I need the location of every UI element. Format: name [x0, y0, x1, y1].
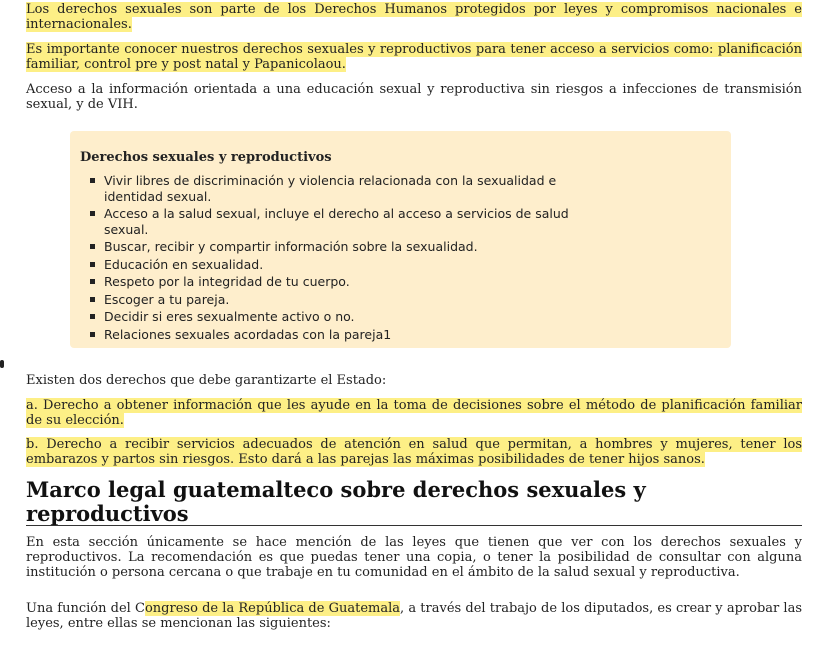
list-item: Decidir si eres sexualmente activo o no. — [104, 309, 614, 325]
highlighted-text: Los derechos sexuales son parte de los Derechos Humanos protegidos por leyes y compromisos nacionales e internacionales. — [26, 2, 802, 32]
section-paragraph-1: En esta sección únicamente se hace mención de las leyes que tienen que ver con los derechos sexuales y reproductivos. La recomendación es que puedas tener una copia, o tener la posibilidad de consultar con alguna institución o persona cercana o que trabaje en tu comunidad en el ámbito de la salud sexual y reproductiva. — [26, 535, 802, 580]
highlighted-text: ongreso de la República de Guatemala — [144, 601, 401, 616]
margin-mark — [0, 360, 4, 368]
state-right-b — [26, 437, 802, 467]
highlighted-text: b. Derecho a recibir servicios adecuados de atención en salud que permitan, a hombres y mujeres, tener los embarazos y partos sin riesgos. Esto dará a las parejas las máximas posibilidades de tener hijos sanos. — [26, 437, 802, 467]
list-item: Acceso a la salud sexual, incluye el derecho al acceso a servicios de salud sexual. — [104, 206, 614, 237]
highlighted-text: a. Derecho a obtener información que les ayude en la toma de decisiones sobre el método de planificación familiar de su elección. — [26, 398, 802, 428]
state-right-a — [26, 398, 802, 428]
section-heading: Marco legal guatemalteco sobre derechos sexuales y reproductivos — [26, 477, 646, 526]
state-intro: Existen dos derechos que debe garantizarte el Estado: — [26, 373, 387, 388]
list-item: Vivir libres de discriminación y violencia relacionada con la sexualidad e identidad sexual. — [104, 173, 614, 204]
intro-paragraph-2 — [26, 42, 802, 72]
intro-paragraph-1 — [26, 2, 802, 32]
list-item: Buscar, recibir y compartir información sobre la sexualidad. — [104, 239, 614, 255]
highlighted-text: Es importante conocer nuestros derechos sexuales y reproductivos para tener acceso a servicios como: planificación familiar, control pre y post natal y Papanicolaou. — [26, 42, 802, 72]
rights-list — [80, 173, 721, 342]
heading-rule — [26, 525, 802, 526]
list-item: Respeto por la integridad de tu cuerpo. — [104, 274, 614, 290]
section-paragraph-2: Una función del Congreso de la República de Guatemala, a través del trabajo de los diputados, es crear y aprobar las leyes, entre ellas se mencionan las siguientes: — [26, 601, 802, 631]
list-item: Escoger a tu pareja. — [104, 292, 614, 308]
rights-box — [70, 131, 731, 348]
rights-box-title: Derechos sexuales y reproductivos — [80, 150, 332, 165]
list-item: Educación en sexualidad. — [104, 257, 614, 273]
intro-paragraph-3: Acceso a la información orientada a una educación sexual y reproductiva sin riesgos a infecciones de transmisión sexual, y de VIH. — [26, 82, 802, 112]
list-item: Relaciones sexuales acordadas con la pareja1 — [104, 327, 614, 343]
